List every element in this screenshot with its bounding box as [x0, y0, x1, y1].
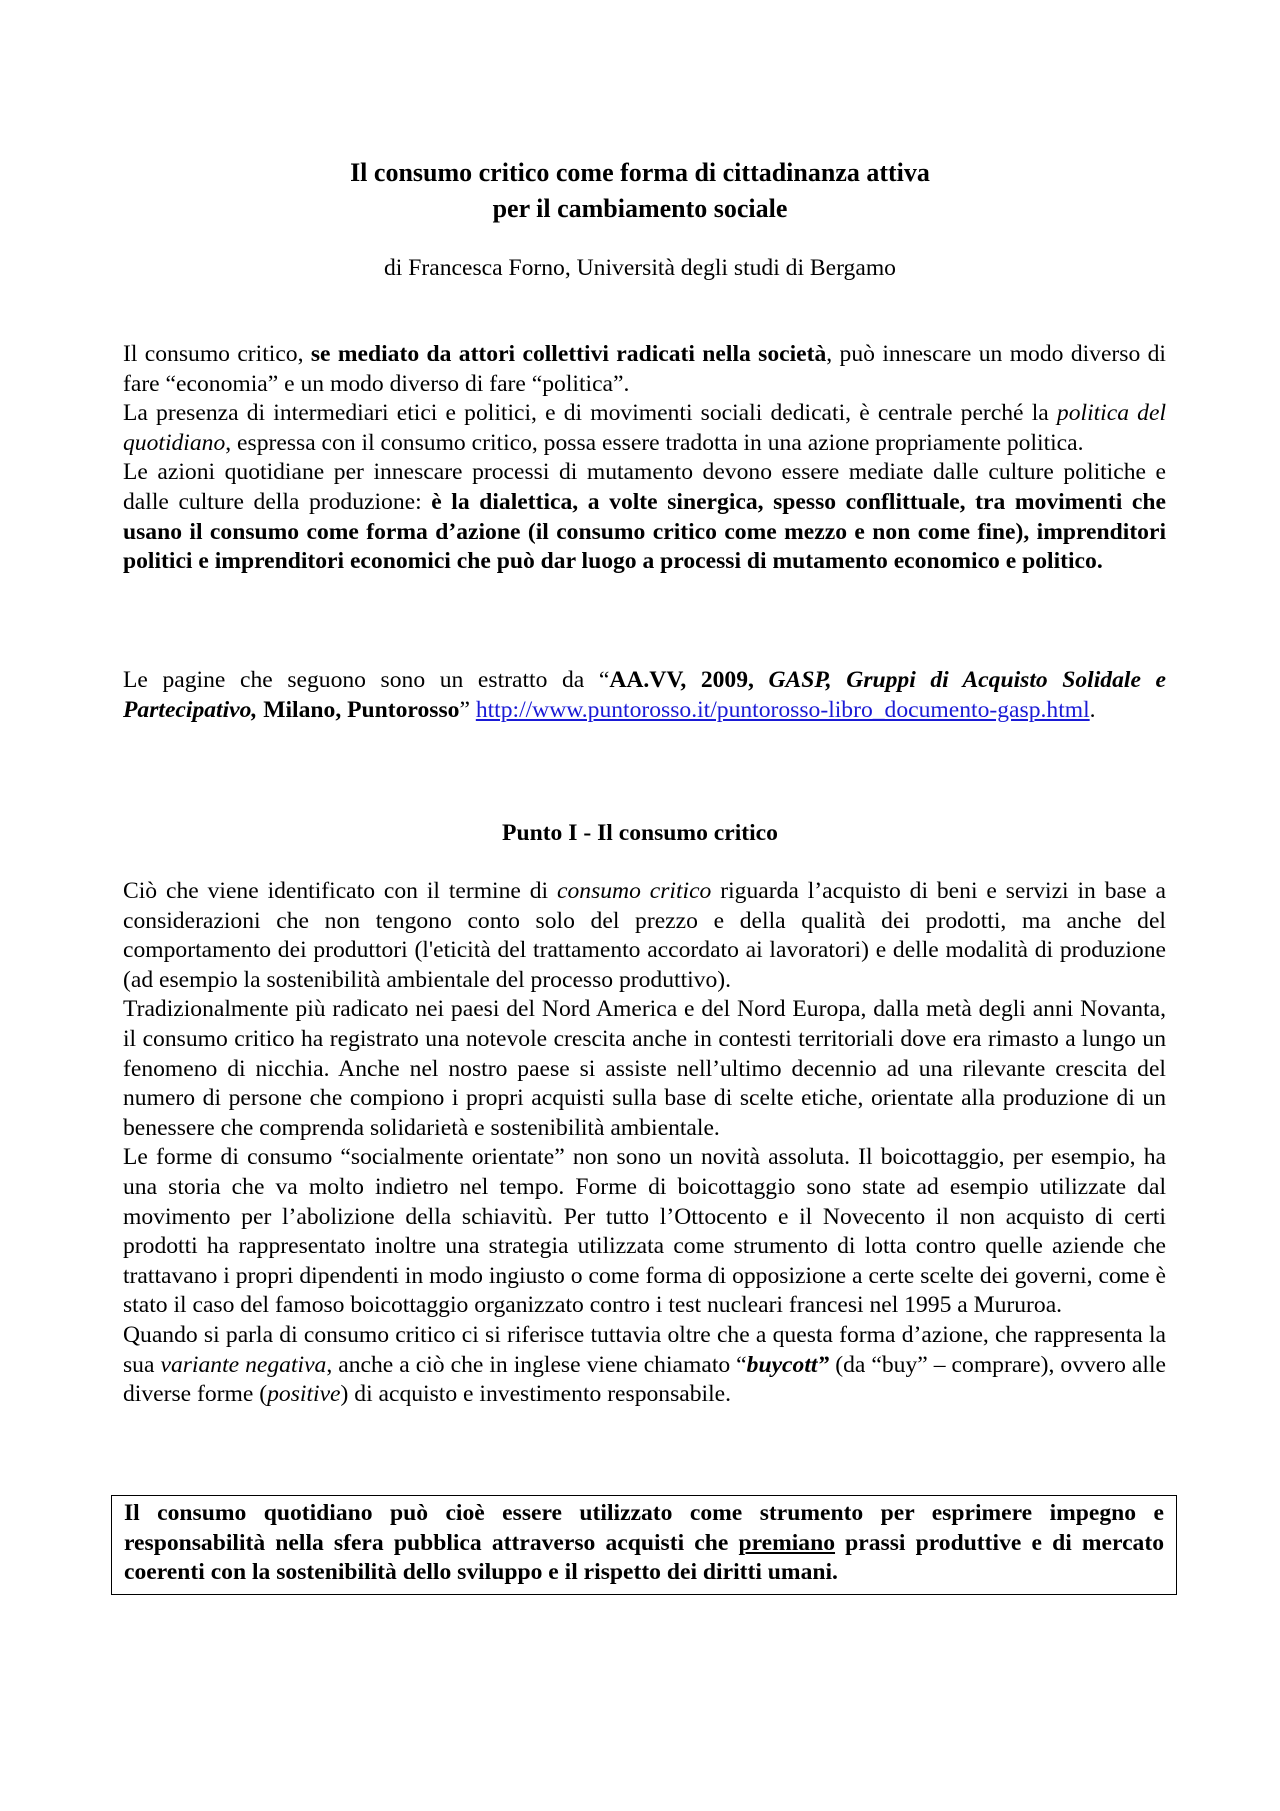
- document-title: [0, 155, 1280, 227]
- bold-text: AA.VV, 2009,: [609, 667, 769, 693]
- text-run: , anche a ciò che in inglese viene chiamato “: [326, 1351, 747, 1378]
- text-run: riguarda l’acquisto di beni e servizi in base a considerazioni che non tengono conto solo del prezzo e della qualità dei prodotti, ma anche del comportamento dei produttori (l'eticità del trattamento accordato ai lavoratori) e delle modalità di produzione (ad esempio la sostenibilità ambientale del processo produttivo).: [123, 878, 1167, 993]
- text-run: Ciò che viene identificato con il termine di: [123, 878, 557, 904]
- text-run: La presenza di intermediari etici e politici, e di movimenti sociali dedicati, è centrale perché la: [123, 400, 1057, 427]
- author-line: di Francesca Forno, Università degli studi di Bergamo: [384, 255, 896, 281]
- bold-text: se mediato da attori collettivi radicati nella società: [310, 341, 827, 367]
- title-line-1: Il consumo critico come forma di cittadinanza attiva: [350, 158, 930, 187]
- italic-text: positive: [267, 1381, 341, 1408]
- text-run: Le pagine che seguono sono un estratto da “: [123, 667, 610, 693]
- text-run: Le azioni quotidiane per innescare processi di mutamento devono essere mediate dalle culture politiche e dalle culture della produzione:: [123, 459, 1166, 515]
- text-run: Il consumo quotidiano può cioè essere utilizzato come strumento per esprimere impegno e responsabilità nella sfera pubblica attraverso acquisti che: [124, 1500, 1164, 1556]
- text-run: Il consumo critico,: [123, 341, 311, 367]
- highlight-box: [111, 1495, 1177, 1595]
- body-paragraph-4: [123, 1321, 1166, 1410]
- text-run: (da “buy” – comprare), ovvero alle diverse forme (: [123, 1351, 1166, 1408]
- bold-italic-text: buycott”: [746, 1351, 830, 1378]
- italic-text: politica del quotidiano: [123, 400, 1167, 456]
- text-run: Quando si parla di consumo critico ci si riferisce tuttavia oltre che a questa forma d’azione, che rappresenta la sua: [123, 1321, 1166, 1378]
- intro-paragraph-1: [123, 340, 1166, 399]
- book-link[interactable]: http://www.puntorosso.it/puntorosso-libro_documento-gasp.html: [475, 696, 1090, 723]
- intro-paragraph-2: [123, 399, 1166, 458]
- intro-section: [123, 340, 1166, 577]
- underlined-text: premiano: [738, 1529, 836, 1556]
- bold-text: Milano, Puntorosso: [257, 696, 460, 723]
- excerpt-note: [123, 666, 1166, 725]
- text-run: .: [1089, 696, 1096, 723]
- text-run: ”: [459, 696, 476, 723]
- bold-text: è la dialettica, a volte sinergica, spesso conflittuale, tra movimenti che usano il consumo come forma d’azione (il consumo critico come mezzo e non come fine), imprenditori politici e imprenditori economici che può dar luogo a processi di mutamento economico e politico.: [123, 488, 1166, 575]
- text-run: ) di acquisto e investimento responsabile.: [340, 1381, 732, 1408]
- body-paragraph-3: Le forme di consumo “socialmente orientate” non sono un novità assoluta. Il boicottaggio, per esempio, ha una storia che va molto indietro nel tempo. Forme di boicottaggio sono state ad esempio utilizzate dal movimento per l’abolizione della schiavitù. Per tutto l’Ottocento e il Novecento il non acquisto di certi prodotti ha rappresentato inoltre una strategia utilizzata come strumento di lotta contro quelle aziende che trattavano i propri dipendenti in modo ingiusto o come forma di opposizione a certe scelte dei governi, come è stato il caso del famoso boicottaggio organizzato contro i test nucleari francesi nel 1995 a Mururoa.: [123, 1144, 1166, 1319]
- excerpt-paragraph: [123, 666, 1166, 725]
- text-run: prassi produttive e di mercato coerenti con la sostenibilità dello sviluppo e il rispetto dei diritti umani.: [124, 1529, 1164, 1586]
- text-run: , può innescare un modo diverso di fare “economia” e un modo diverso di fare “politica”.: [123, 341, 1166, 397]
- highlight-text: [124, 1499, 1164, 1588]
- body-paragraph-1: [123, 877, 1166, 995]
- book-title: GASP, Gruppi di Acquisto Solidale e Partecipativo,: [123, 667, 1166, 723]
- text-run: , espressa con il consumo critico, possa essere tradotta in una azione propriamente politica.: [225, 429, 1084, 456]
- section-heading: Punto I - Il consumo critico: [502, 820, 778, 846]
- title-line-2: per il cambiamento sociale: [492, 194, 788, 223]
- italic-text: variante negativa: [160, 1351, 327, 1378]
- intro-paragraph-3: [123, 458, 1166, 576]
- body-paragraph-2: Tradizionalmente più radicato nei paesi del Nord America e del Nord Europa, dalla metà degli anni Novanta, il consumo critico ha registrato una notevole crescita anche in contesti territoriali dove era rimasto a lungo un fenomeno di nicchia. Anche nel nostro paese si assiste nell’ultimo decennio ad una rilevante crescita del numero di persone che compiono i propri acquisti sulla base di scelte etiche, orientate alla produzione di un benessere che comprenda solidarietà e sostenibilità ambientale.: [123, 996, 1166, 1141]
- italic-text: consumo critico: [557, 878, 712, 904]
- section-body: [123, 877, 1166, 1410]
